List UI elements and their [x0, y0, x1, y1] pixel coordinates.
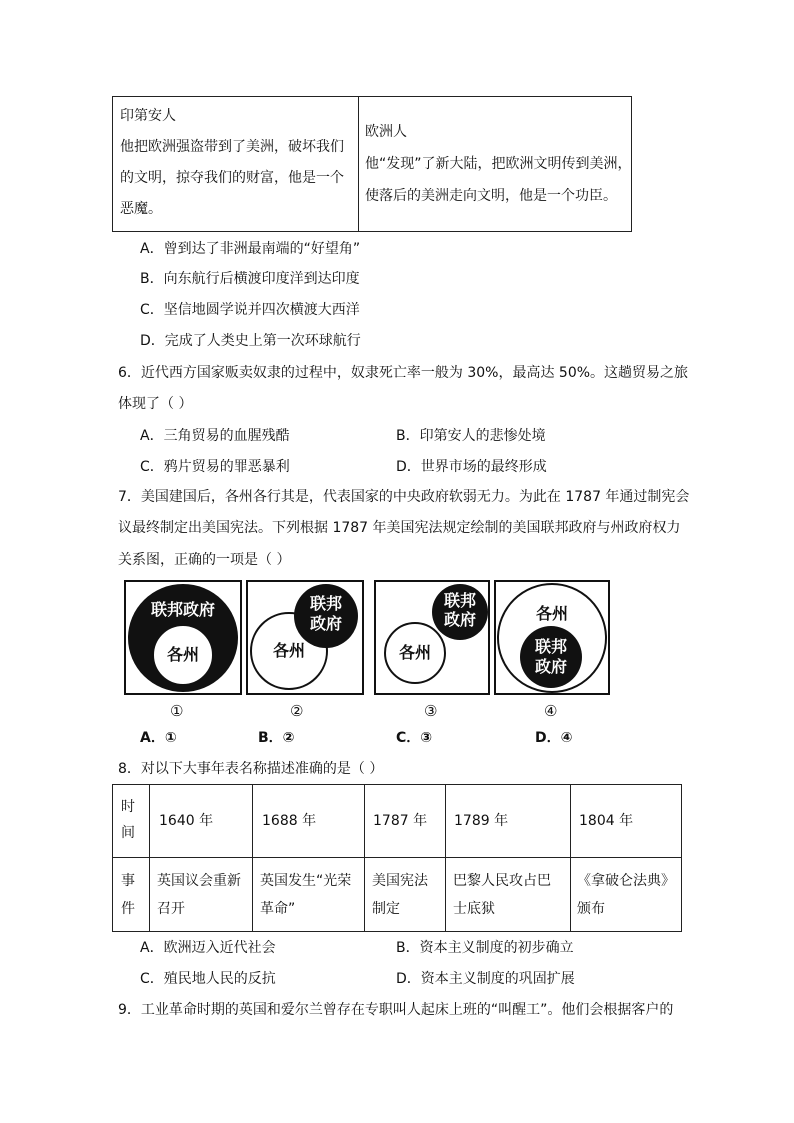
year-cell: 1787 年: [373, 813, 428, 829]
event-cell: 美国宪法: [372, 873, 428, 889]
event-header-1: 事: [121, 873, 135, 889]
column-divider: [252, 785, 253, 931]
event-cell: 召开: [157, 901, 185, 917]
q6-option-c: C．鸦片贸易的罪恶暴利: [140, 459, 290, 475]
federal-government-label: 联邦政府: [150, 600, 215, 619]
opinion-table: [112, 96, 632, 232]
event-cell: 革命”: [260, 901, 296, 917]
diagram-4: [494, 580, 610, 695]
q7-option-a: A．①: [140, 730, 177, 746]
left-opinion-line-3: 恶魔。: [120, 201, 162, 217]
q7-stem-line-2: 议最终制定出美国宪法。下列根据 1787 年美国宪法规定绘制的美国联邦政府与州政府权力: [118, 520, 681, 536]
year-cell: 1688 年: [262, 813, 317, 829]
event-cell: 制定: [372, 901, 400, 917]
states-label: 各州: [535, 604, 568, 623]
q7-option-c: C．③: [396, 730, 433, 746]
q8-option-d: D．资本主义制度的巩固扩展: [396, 971, 575, 987]
federal-label-line-1: 联邦: [534, 637, 567, 656]
q5-option-d: D．完成了人类史上第一次环球航行: [140, 333, 361, 349]
left-speaker: 印第安人: [120, 108, 176, 124]
right-speaker: 欧洲人: [365, 124, 407, 140]
q8-option-a: A．欧洲迈入近代社会: [140, 940, 276, 956]
q8-option-c: C．殖民地人民的反抗: [140, 971, 276, 987]
diagram-2: [246, 580, 364, 695]
q6-option-a: A．三角贸易的血腥残酷: [140, 428, 290, 444]
q8-option-b: B．资本主义制度的初步确立: [396, 940, 574, 956]
row-divider: [113, 857, 681, 858]
column-divider: [570, 785, 571, 931]
time-header-1: 时: [121, 799, 135, 815]
q5-option-c: C．坚信地圆学说并四次横渡大西洋: [140, 302, 360, 318]
event-cell: 士底狱: [453, 901, 495, 917]
states-label: 各州: [166, 645, 199, 664]
event-cell: 巴黎人民攻占巴: [453, 873, 551, 889]
q5-option-b: B．向东航行后横渡印度洋到达印度: [140, 271, 360, 287]
column-divider: [149, 785, 150, 931]
diagram-1: [124, 580, 242, 695]
year-cell: 1789 年: [454, 813, 509, 829]
year-cell: 1640 年: [159, 813, 214, 829]
event-cell: 颁布: [577, 901, 605, 917]
left-opinion-line-2: 的文明，掠夺我们的财富，他是一个: [120, 170, 344, 186]
table-divider: [358, 97, 359, 231]
q6-option-d: D．世界市场的最终形成: [396, 459, 547, 475]
diagram-3: [374, 580, 490, 695]
diagram-2-number: ②: [290, 702, 304, 720]
event-cell: 《拿破仑法典》: [577, 873, 675, 889]
column-divider: [364, 785, 365, 931]
q6-stem-line-2: 体现了（ ）: [118, 396, 193, 412]
column-divider: [445, 785, 446, 931]
q7-stem-line-3: 关系图，正确的一项是（ ）: [118, 552, 291, 568]
events-timeline-table: [112, 784, 682, 932]
federal-label-line-2: 政府: [309, 614, 342, 633]
q7-stem-line-1: 7．美国建国后，各州各行其是，代表国家的中央政府软弱无力。为此在 1787 年通过制宪会: [118, 489, 690, 505]
time-header-2: 间: [121, 825, 135, 841]
q9-stem-line-1: 9．工业革命时期的英国和爱尔兰曾存在专职叫人起床上班的“叫醒工”。他们会根据客户的: [118, 1002, 674, 1018]
diagram-3-number: ③: [424, 702, 438, 720]
q6-stem-line-1: 6．近代西方国家贩卖奴隶的过程中，奴隶死亡率一般为 30%，最高达 50%。这趟贸易之旅: [118, 365, 689, 381]
event-cell: 英国议会重新: [157, 873, 241, 889]
q7-option-b: B．②: [258, 730, 295, 746]
event-header-2: 件: [121, 901, 135, 917]
q7-option-d: D．④: [535, 730, 573, 746]
federal-label-line-1: 联邦: [309, 594, 342, 613]
q6-option-b: B．印第安人的悲惨处境: [396, 428, 546, 444]
federal-label-line-2: 政府: [534, 657, 567, 676]
left-opinion-line-1: 他把欧洲强盗带到了美洲，破坏我们: [120, 139, 344, 155]
diagram-4-number: ④: [544, 702, 558, 720]
year-cell: 1804 年: [579, 813, 634, 829]
states-label: 各州: [398, 643, 431, 662]
federal-label-line-2: 政府: [443, 610, 476, 629]
q5-option-a: A．曾到达了非洲最南端的“好望角”: [140, 241, 361, 257]
event-cell: 英国发生“光荣: [260, 873, 352, 889]
right-opinion-line-1: 他“发现”了新大陆，把欧洲文明传到美洲，: [365, 156, 632, 172]
federal-label-line-1: 联邦: [443, 591, 476, 610]
right-opinion-line-2: 使落后的美洲走向文明，他是一个功臣。: [365, 188, 617, 204]
diagram-1-number: ①: [170, 702, 184, 720]
q8-stem: 8．对以下大事年表名称描述准确的是（ ）: [118, 761, 384, 777]
states-label: 各州: [272, 641, 305, 660]
